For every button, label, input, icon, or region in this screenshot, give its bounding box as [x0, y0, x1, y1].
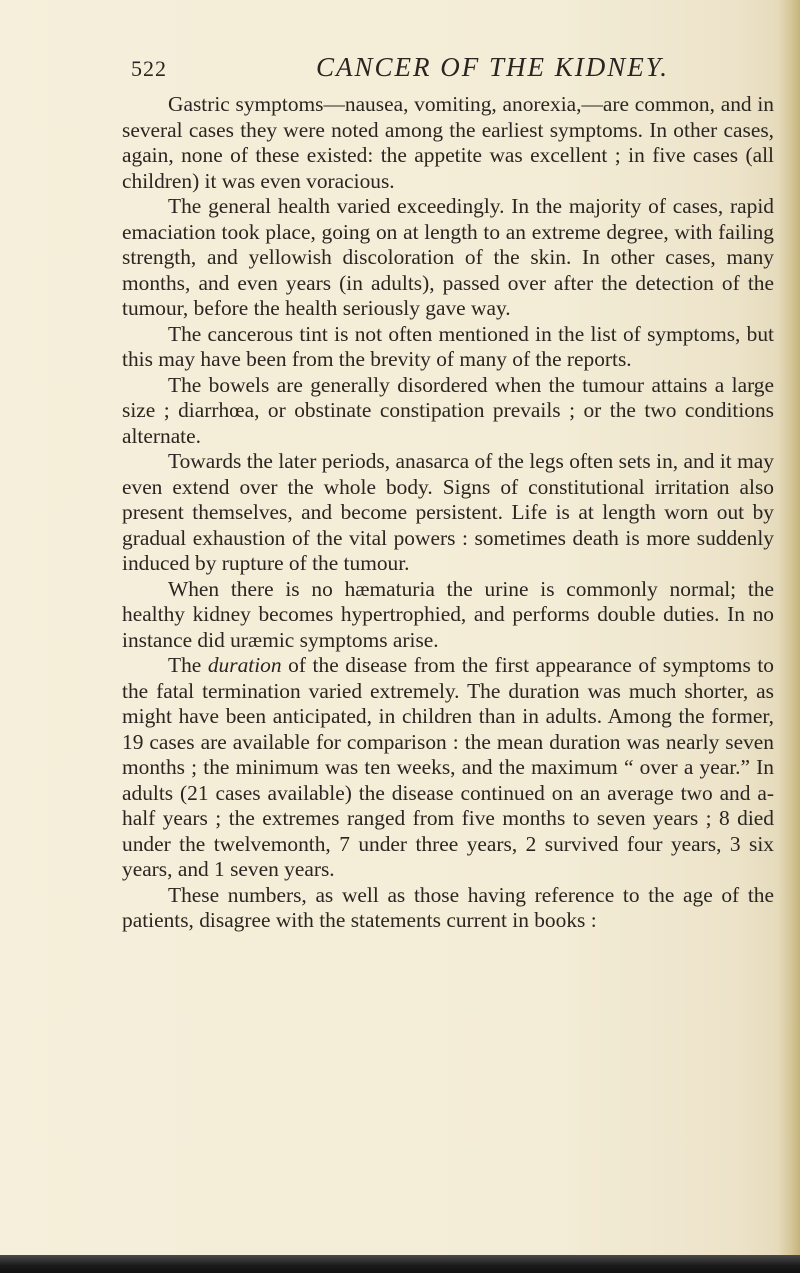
- paragraph-duration: The duration of the disease from the first appearance of symptoms to the fatal termination varied extremely. The duration was much shorter, as might have been anticipated, in children than in adults. Among the former, 19 cases are available for comparison : the mean duration was nearly seven months ; the minimum was ten weeks, and the maximum “ over a year.” In adults (21 cases available) the disease continued on an average two and a-half years ; the extremes ranged from five months to seven years ; 8 died under the twelvemonth, 7 under three years, 2 survived four years, 3 six years, and 1 seven years.: [122, 653, 774, 881]
- running-head: [0, 52, 800, 92]
- paragraph-numbers: These numbers, as well as those having reference to the age of the patients, disagree with the statements current in books :: [122, 882, 774, 932]
- page-number: 522: [131, 56, 167, 81]
- chapter-title: CANCER OF THE KIDNEY.: [316, 52, 670, 82]
- bottom-dark-edge: [0, 1255, 800, 1273]
- page-edge-shadow: [778, 0, 800, 1273]
- paragraph-haematuria: When there is no hæmaturia the urine is commonly normal; the healthy kidney becomes hypertrophied, and performs double duties. In no instance did uræmic symptoms arise.: [122, 576, 774, 652]
- paragraph-anasarca: Towards the later periods, anasarca of the legs often sets in, and it may even extend over the whole body. Signs of constitutional irritation also present themselves, and become persistent. Life is at length worn out by gradual exhaustion of the vital powers : sometimes death is more suddenly induced by rupture of the tumour.: [122, 449, 774, 575]
- paragraph-gastric-symptoms: Gastric symptoms—nausea, vomiting, anorexia,—are common, and in several cases they were noted among the earliest symptoms. In other cases, again, none of these existed: the appetite was excellent ; in five cases (all children) it was even voracious.: [122, 92, 774, 193]
- body-text: [122, 92, 774, 934]
- paragraph-cancerous-tint: The cancerous tint is not often mentioned in the list of symptoms, but this may have been from the brevity of many of the reports.: [122, 321, 774, 371]
- italic-term-duration: duration: [207, 653, 282, 677]
- paragraph-general-health: The general health varied exceedingly. In the majority of cases, rapid emaciation took place, going on at length to an extreme degree, with failing strength, and yellowish discoloration of the skin. In other cases, many months, and even years (in adults), passed over after the detection of the tumour, before the health seriously gave way.: [122, 194, 774, 320]
- paragraph-bowels: The bowels are generally disordered when the tumour attains a large size ; diarrhœa, or obstinate constipation prevails ; or the two conditions alternate.: [122, 372, 774, 448]
